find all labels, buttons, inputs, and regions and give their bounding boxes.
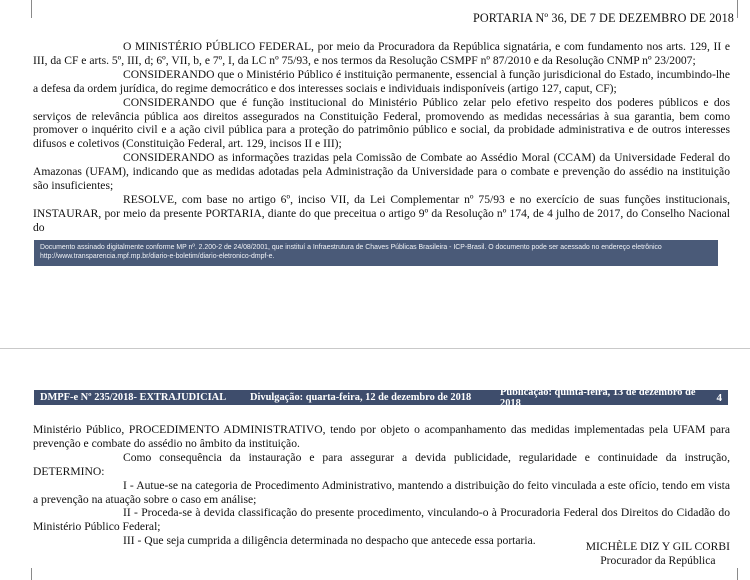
paragraph: CONSIDERANDO que é função institucional do Ministério Público zelar pelo efetivo respeito dos poderes públicos e dos serviços de relevância pública aos direitos assegurados na Constituição Federal, promovendo as medidas necessárias à sua garantia, bem como promover o inquérito civil e a ação civil pública para a proteção do patrimônio público e social, da probidade administrativa e de outros interesses difusos e coletivos (Constituição Federal, art. 129, incisos II e III); [33, 95, 730, 151]
paragraph: Como consequência da instauração e para assegurar a devida publicidade, regularidade e continuidade da instrução, DETERMINO: [33, 450, 730, 478]
paragraph: I - Autue-se na categoria de Procedimento Administrativo, mantendo a distribuição do feito vinculada a este ofício, tendo em vista a prevenção na atuação sobre o caso em análise; [33, 478, 730, 506]
crop-mark [737, 0, 738, 18]
crop-mark [737, 568, 738, 580]
paragraph: RESOLVE, com base no artigo 6º, inciso VII, da Lei Complementar nº 75/93 e no exercício de suas funções institucionais, INSTAURAR, por meio da presente PORTARIA, diante do que preceitua o artigo 9º da Resolução nº 174, de 4 julho de 2017, do Conselho Nacional do [33, 192, 730, 234]
paragraph: III - Que seja cumprida a diligência determinada no despacho que antecede essa portaria. [123, 534, 536, 548]
page-gap [0, 270, 750, 349]
page2-body [33, 423, 730, 548]
page-number: 4 [716, 391, 722, 404]
page1-body [33, 40, 730, 235]
paragraph: CONSIDERANDO as informações trazidas pela Comissão de Combate ao Assédio Moral (CCAM) da Universidade Federal do Amazonas (UFAM), indicando que as medidas adotadas pela Administração da Universidade para o combate e prevenção do assédio na instituição são insuficientes; [33, 151, 730, 193]
digital-signature-note: Documento assinado digitalmente conforme MP nº. 2.200-2 de 24/08/2001, que instituí a Infraestrutura de Chaves Públicas Brasileira - ICP-Brasil. O documento pode ser acessado no endereço eletrônico http://www.transparencia.mpf.mp.br/diario-e-boletim/diario-eletronico-dmpf-e. [34, 240, 718, 266]
divulgacao-date: Divulgação: quarta-feira, 12 de dezembro de 2018 [250, 392, 472, 403]
paragraph: O MINISTÉRIO PÚBLICO FEDERAL, por meio da Procuradora da República signatária, e com fundamento nos arts. 129, II e III, da CF e arts. 5º, III, d; 6º, VII, b, e 7º, I, da LC nº 75/93, e nos termos da Resolução CSMPF nº 87/2010 e da Resolução CNMP nº 23/2007; [33, 40, 730, 67]
document-page-bottom [0, 348, 750, 580]
journal-header-bar [34, 386, 728, 409]
signature-block [586, 540, 730, 568]
paragraph: CONSIDERANDO que o Ministério Público é instituição permanente, essencial à função jurisdicional do Estado, incumbindo-lhe a defesa da ordem jurídica, do regime democrático e dos interesses sociais e individuais indisponíveis (artigo 127, caput, CF); [33, 67, 730, 95]
publicacao-date: Publicação: quinta-feira, 13 de dezembro de 2018 [500, 386, 696, 409]
signatory-role: Procurador da República [600, 553, 716, 567]
document-page-top [0, 0, 750, 271]
edition-label: DMPF-e Nº 235/2018- EXTRAJUDICIAL [40, 392, 227, 403]
portaria-title: PORTARIA Nº 36, DE 7 DE DEZEMBRO DE 2018 [473, 11, 734, 25]
crop-mark [31, 0, 32, 18]
crop-mark [31, 568, 32, 580]
paragraph: Ministério Público, PROCEDIMENTO ADMINISTRATIVO, tendo por objeto o acompanhamento das medidas implementadas pela UFAM para prevenção e combate do assédio no âmbito da instituição. [33, 423, 730, 450]
paragraph: II - Proceda-se à devida classificação do presente procedimento, vinculando-o à Procuradoria Federal dos Direitos do Cidadão do Ministério Público Federal; [33, 506, 730, 534]
signatory-name: MICHÈLE DIZ Y GIL CORBI [585, 540, 730, 553]
